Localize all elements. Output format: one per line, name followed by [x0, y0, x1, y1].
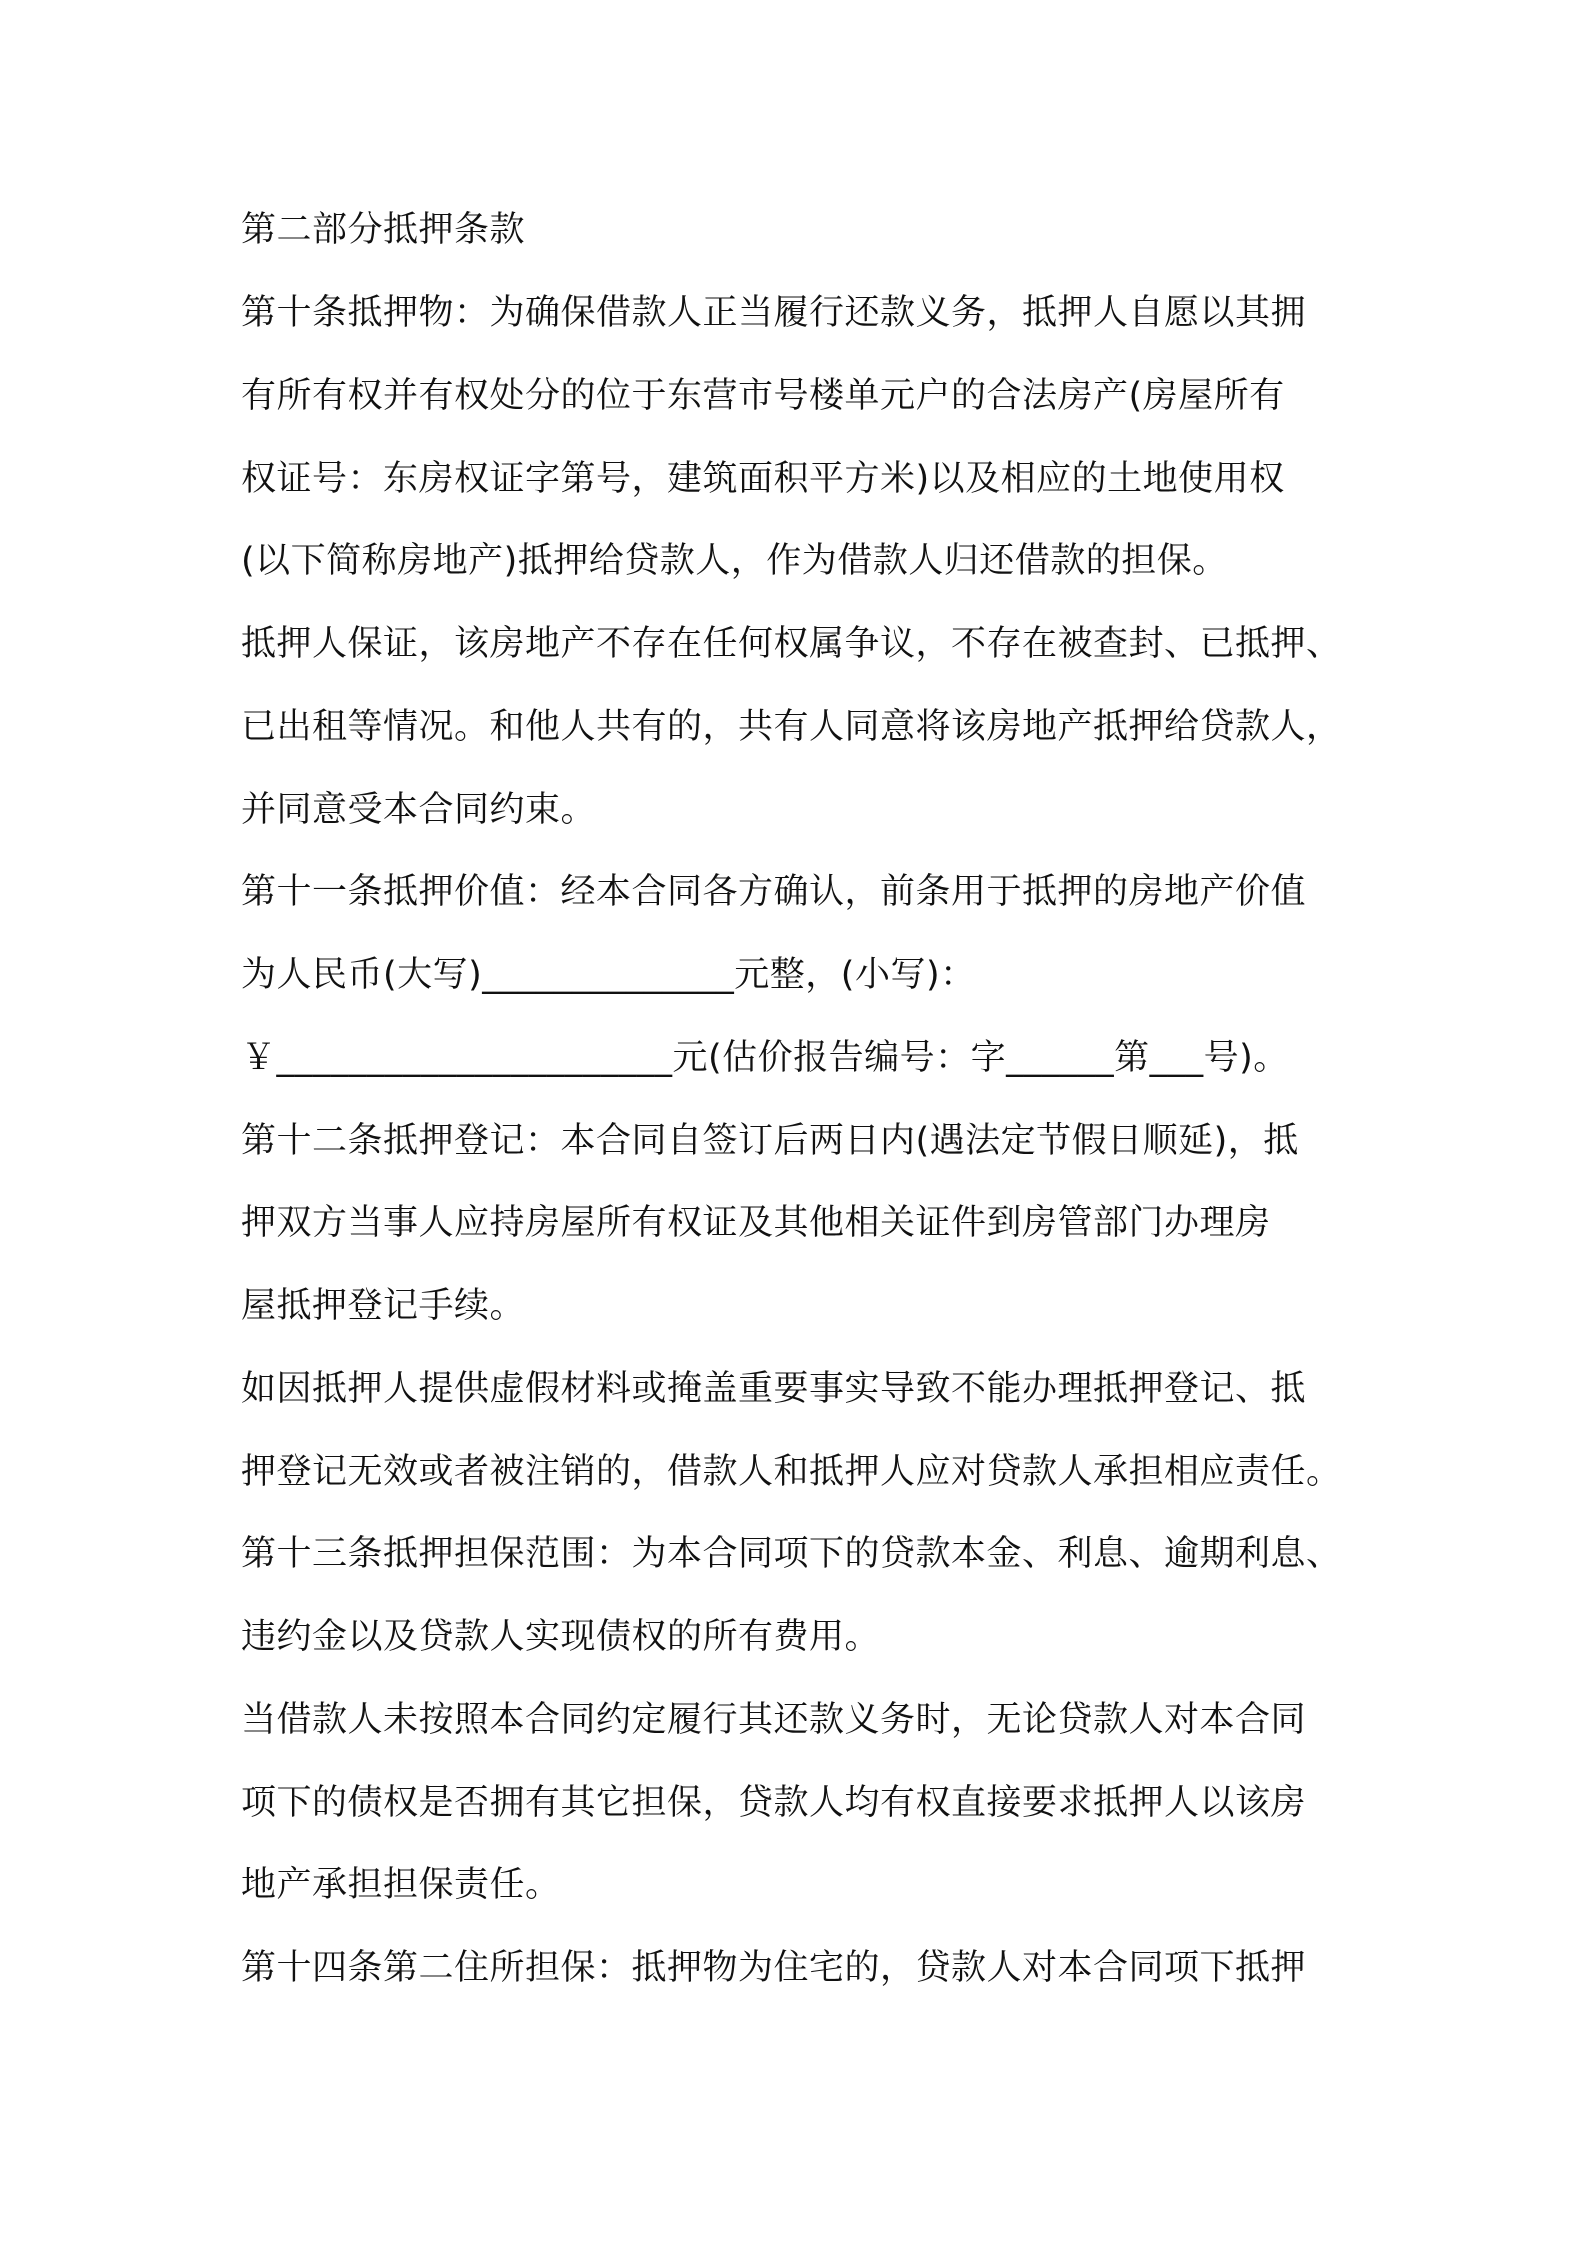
- article-13-line-1: 第十三条抵押担保范围：为本合同项下的贷款本金、利息、逾期利息、: [241, 1534, 1342, 1574]
- guarantee-paragraph-line-3: 并同意受本合同约束。: [241, 790, 597, 830]
- section-heading: 第二部分抵押条款: [241, 210, 526, 250]
- article-12-line-3: 屋抵押登记手续。: [241, 1286, 526, 1326]
- article-14-line-1: 第十四条第二住所担保：抵押物为住宅的，贷款人对本合同项下抵押: [241, 1948, 1307, 1988]
- article-11-line-2: 为人民币(大写)______________元整，(小写)：: [241, 955, 976, 995]
- article-10-line-3: 权证号：东房权证字第号，建筑面积平方米)以及相应的土地使用权: [241, 459, 1285, 499]
- article-10-line-1: 第十条抵押物：为确保借款人正当履行还款义务，抵押人自愿以其拥: [241, 293, 1307, 333]
- guarantee-paragraph-line-2: 已出租等情况。和他人共有的，共有人同意将该房地产抵押给贷款人，: [241, 707, 1342, 747]
- article-12-line-1: 第十二条抵押登记：本合同自签订后两日内(遇法定节假日顺延)，抵: [241, 1121, 1299, 1161]
- article-13-line-2: 违约金以及贷款人实现债权的所有费用。: [241, 1617, 881, 1657]
- guarantee-paragraph-line-1: 抵押人保证，该房地产不存在任何权属争议，不存在被查封、已抵押、: [241, 624, 1342, 664]
- liability-paragraph-line-2: 押登记无效或者被注销的，借款人和抵押人应对贷款人承担相应责任。: [241, 1452, 1342, 1492]
- article-10-line-4: (以下简称房地产)抵押给贷款人，作为借款人归还借款的担保。: [241, 541, 1228, 581]
- liability-paragraph-line-1: 如因抵押人提供虚假材料或掩盖重要事实导致不能办理抵押登记、抵: [241, 1369, 1307, 1409]
- default-paragraph-line-2: 项下的债权是否拥有其它担保，贷款人均有权直接要求抵押人以该房: [241, 1783, 1307, 1823]
- default-paragraph-line-3: 地产承担担保责任。: [241, 1865, 561, 1905]
- article-11-line-3: ￥______________________元(估价报告编号：字______第___号)。: [241, 1038, 1289, 1078]
- article-11-line-1: 第十一条抵押价值：经本合同各方确认，前条用于抵押的房地产价值: [241, 872, 1307, 912]
- article-12-line-2: 押双方当事人应持房屋所有权证及其他相关证件到房管部门办理房: [241, 1203, 1271, 1243]
- article-10-line-2: 有所有权并有权处分的位于东营市号楼单元户的合法房产(房屋所有: [241, 376, 1285, 416]
- default-paragraph-line-1: 当借款人未按照本合同约定履行其还款义务时，无论贷款人对本合同: [241, 1700, 1307, 1740]
